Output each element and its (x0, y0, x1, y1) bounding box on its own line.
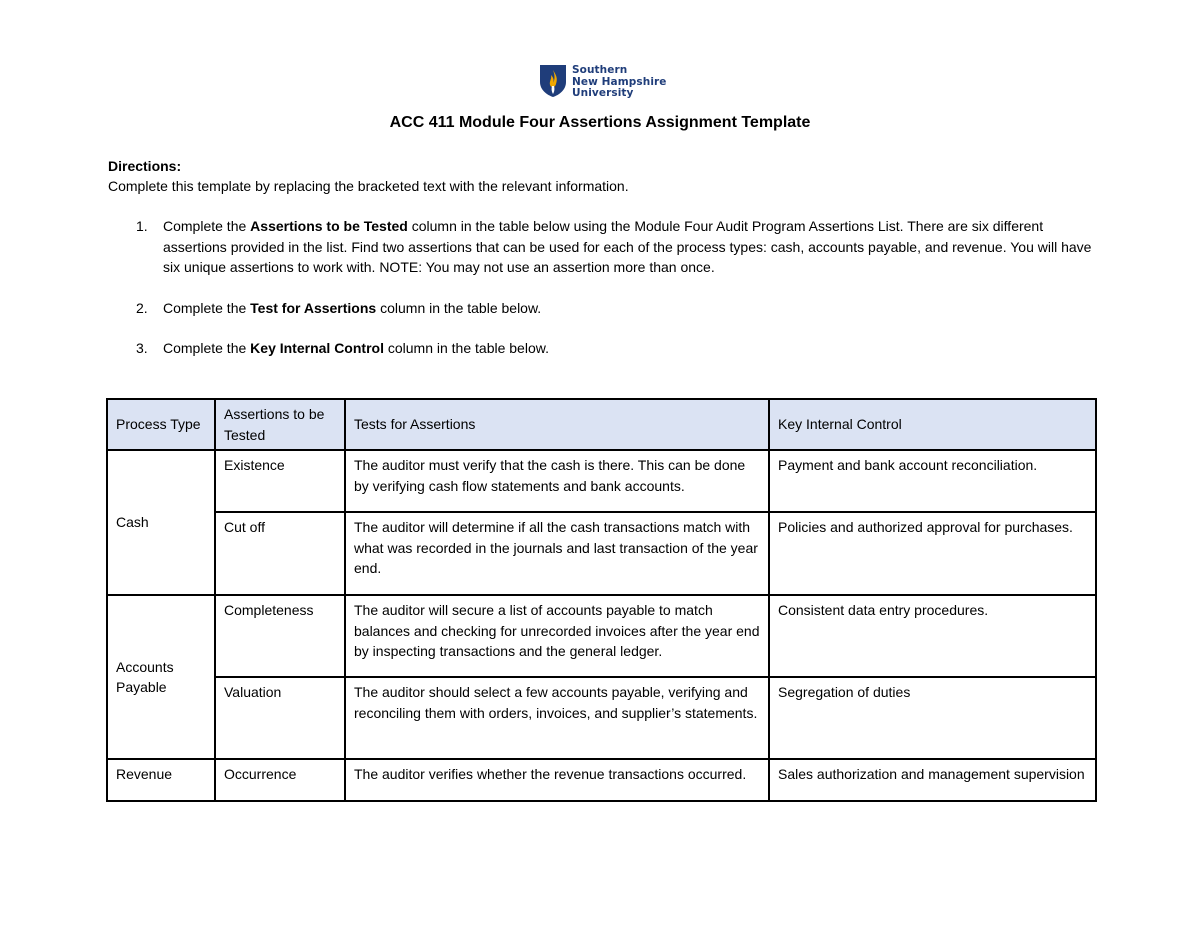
control-cell: Consistent data entry procedures. (769, 595, 1096, 677)
university-logo (539, 64, 667, 100)
directions-text: Complete this template by replacing the bracketed text with the relevant information. (108, 178, 629, 194)
table-row (107, 595, 1096, 677)
step-number: 1. (136, 218, 148, 234)
step-item (108, 216, 1098, 278)
document-title: ACC 411 Module Four Assertions Assignment Template (389, 114, 811, 131)
logo-line-1: Southern (572, 64, 628, 76)
assertion-cell: Existence (215, 450, 345, 512)
table-row (107, 450, 1096, 512)
test-cell: The auditor will secure a list of accounts payable to match balances and checking for unrecorded invoices after the year end by inspecting transactions and the general ledger. (345, 595, 769, 677)
logo-line-3: University (572, 87, 634, 99)
process-type-cell: Cash (107, 450, 215, 595)
header-tests: Tests for Assertions (345, 399, 769, 450)
control-cell: Payment and bank account reconciliation. (769, 450, 1096, 512)
assertion-cell: Completeness (215, 595, 345, 677)
assertion-cell: Occurrence (215, 759, 345, 801)
header-process-type: Process Type (107, 399, 215, 450)
step-item (108, 338, 1098, 359)
directions-heading: Directions: (108, 158, 182, 174)
table-header-row (107, 399, 1096, 450)
step-item (108, 298, 1098, 319)
step-number: 2. (136, 299, 148, 316)
assertions-table (106, 398, 1097, 802)
control-cell: Segregation of duties (769, 677, 1096, 759)
process-type-cell: Accounts Payable (107, 595, 215, 759)
header-key-control: Key Internal Control (769, 399, 1096, 450)
step-text: Complete the Assertions to be Tested column in the table below using the Module Four Audit Program Assertions List. There are six different assertions provided in the list. Find two assertions that can be used for each of the process types: cash, accounts payable, and revenue. You will have six unique assertions to work with. NOTE: You may not use an assertion more than once. (163, 218, 1092, 275)
test-cell: The auditor must verify that the cash is there. This can be done by verifying cash flow statements and bank accounts. (345, 450, 769, 512)
logo-wordmark (572, 65, 667, 100)
step-number: 3. (136, 340, 148, 356)
steps-list (108, 216, 1098, 379)
step-text: Complete the Key Internal Control column in the table below. (163, 340, 549, 356)
table-row (107, 759, 1096, 801)
process-type-cell: Revenue (107, 759, 215, 801)
shield-flame-icon (539, 64, 567, 98)
assertion-cell: Valuation (215, 677, 345, 759)
control-cell: Sales authorization and management supervision (769, 759, 1096, 801)
header-assertions: Assertions to be Tested (215, 399, 345, 450)
step-text: Complete the Test for Assertions column in the table below. (163, 299, 542, 316)
test-cell: The auditor should select a few accounts payable, verifying and reconciling them with orders, invoices, and supplier’s statements. (345, 677, 769, 759)
table-row (107, 512, 1096, 595)
test-cell: The auditor will determine if all the cash transactions match with what was recorded in the journals and last transaction of the year end. (345, 512, 769, 595)
control-cell: Policies and authorized approval for purchases. (769, 512, 1096, 595)
test-cell: The auditor verifies whether the revenue transactions occurred. (345, 759, 769, 801)
logo-line-2: New Hampshire (572, 75, 667, 88)
assertion-cell: Cut off (215, 512, 345, 595)
table-row (107, 677, 1096, 759)
